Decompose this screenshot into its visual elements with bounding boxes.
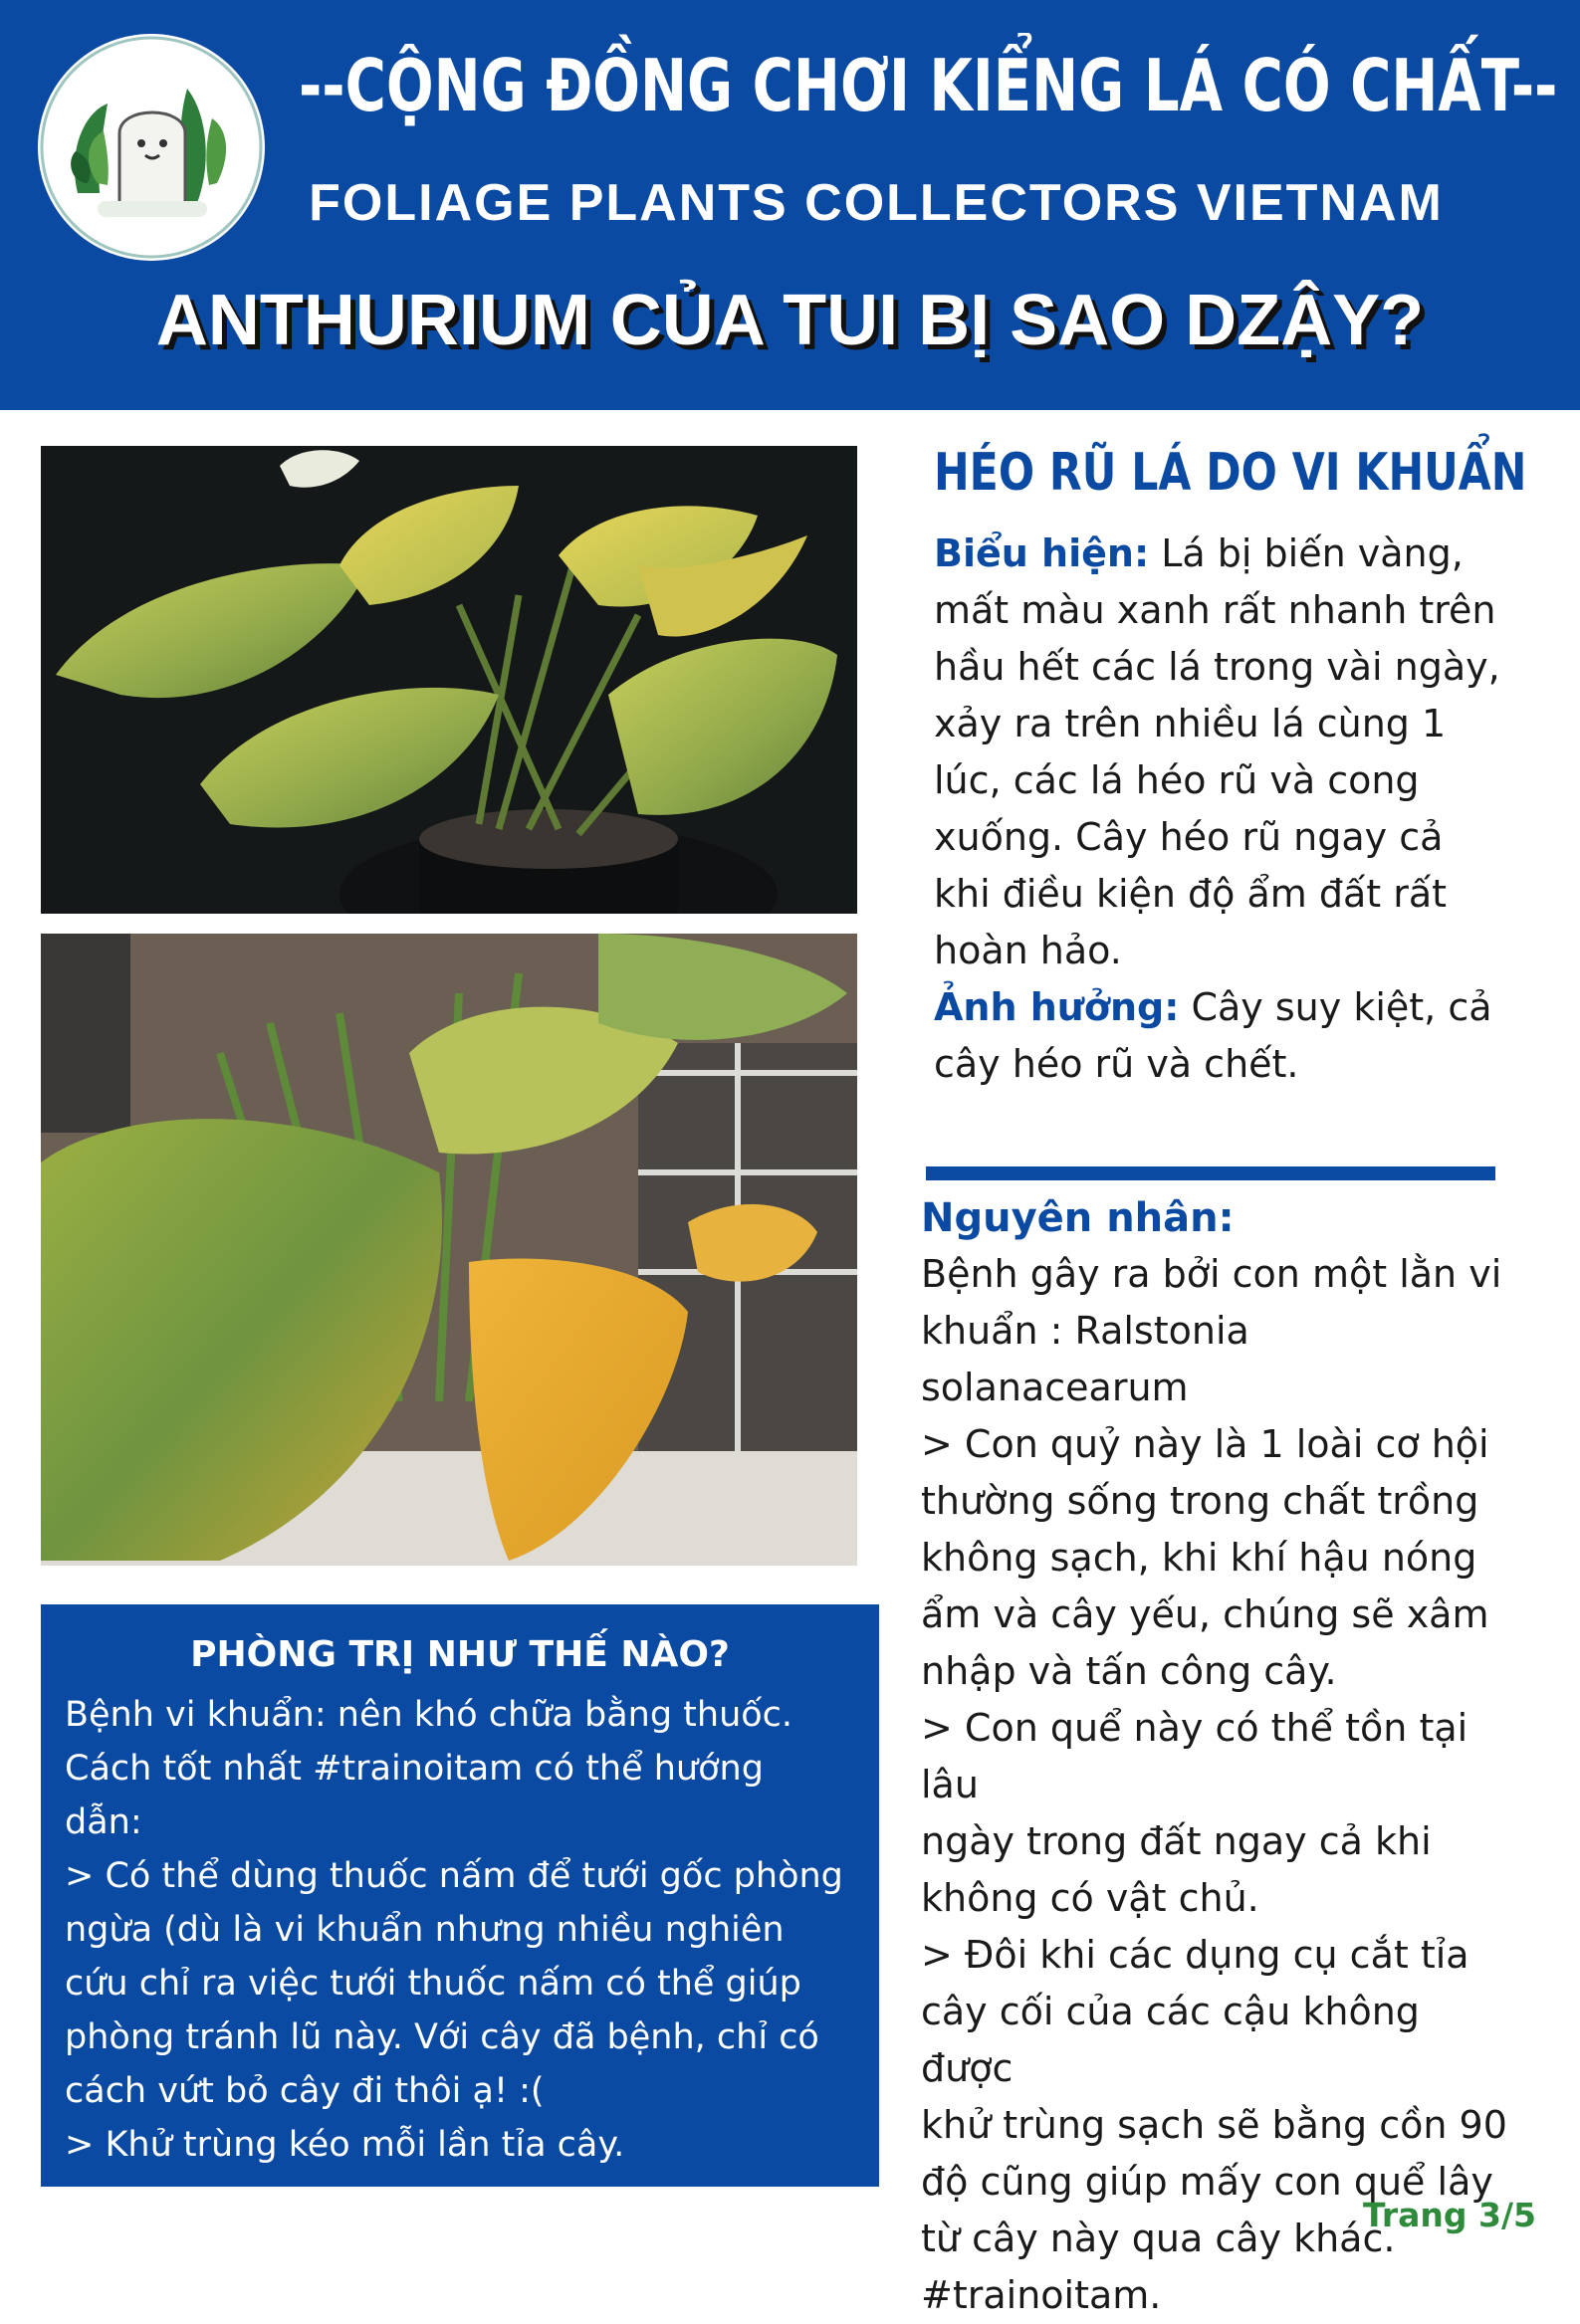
symptom-label: Biểu hiện: bbox=[934, 531, 1150, 575]
page-number: Trang 3/5 bbox=[1362, 2196, 1536, 2234]
effect-line: cây héo rũ và chết. bbox=[934, 1042, 1299, 1086]
treatment-title: PHÒNG TRỊ NHƯ THẾ NÀO? bbox=[190, 1634, 730, 1675]
cause-title: Nguyên nhân: bbox=[921, 1195, 1235, 1241]
treatment-line: Cách tốt nhất #trainoitam có thể hướng bbox=[65, 1749, 764, 1789]
cause-line: không sạch, khi khí hậu nóng bbox=[921, 1536, 1477, 1580]
cause-line: nhập và tấn công cây. bbox=[921, 1649, 1337, 1693]
treatment-paragraph bbox=[65, 1688, 861, 2172]
cause-line: độ cũng giúp mấy con quể lây bbox=[921, 2160, 1493, 2204]
cause-line: ẩm và cây yếu, chúng sẽ xâm bbox=[921, 1592, 1489, 1636]
symptom-line: hoàn hảo. bbox=[934, 929, 1122, 972]
page-headline: ANTHURIUM CỦA TUI BỊ SAO DZẬY? bbox=[155, 281, 1425, 360]
treatment-line: > Có thể dùng thuốc nấm để tưới gốc phòng bbox=[65, 1856, 843, 1896]
cause-paragraph bbox=[921, 1246, 1518, 2324]
anthurium-photo-dark bbox=[41, 446, 857, 914]
logo-plant-icon bbox=[38, 34, 265, 261]
symptom-line: xảy ra trên nhiều lá cùng 1 bbox=[934, 702, 1447, 745]
community-subtitle: FOLIAGE PLANTS COLLECTORS VIETNAM bbox=[309, 174, 1444, 232]
treatment-line: cách vứt bỏ cây đi thôi ạ! :( bbox=[65, 2071, 545, 2111]
cause-line: từ cây này qua cây khác. bbox=[921, 2217, 1396, 2260]
effect-paragraph bbox=[934, 979, 1531, 1093]
cause-line: không có vật chủ. bbox=[921, 1876, 1259, 1920]
effect-label: Ảnh hưởng: bbox=[934, 985, 1180, 1029]
anthurium-photo-window bbox=[41, 934, 857, 1566]
treatment-line: > Khử trùng kéo mỗi lần tỉa cây. bbox=[65, 2125, 625, 2165]
cause-line: cây cối của các cậu không được bbox=[921, 1990, 1420, 2090]
cause-line: > Đôi khi các dụng cụ cắt tỉa bbox=[921, 1933, 1469, 1977]
treatment-line: dẫn: bbox=[65, 1802, 142, 1842]
logo bbox=[38, 34, 265, 261]
cause-line: thường sống trong chất trồng bbox=[921, 1479, 1479, 1523]
cause-line: khuẩn : Ralstonia solanacearum bbox=[921, 1309, 1249, 1409]
treatment-line: cứu chỉ ra việc tưới thuốc nấm có thể giúp bbox=[65, 1964, 801, 2004]
cause-line: Bệnh gây ra bởi con một lằn vi bbox=[921, 1252, 1502, 1296]
effect-line: Cây suy kiệt, cả bbox=[1179, 985, 1492, 1029]
treatment-line: ngừa (dù là vi khuẩn nhưng nhiều nghiên bbox=[65, 1910, 785, 1950]
symptom-line: hầu hết các lá trong vài ngày, bbox=[934, 645, 1500, 689]
treatment-box bbox=[41, 1604, 879, 2187]
treatment-line: Bệnh vi khuẩn: nên khó chữa bằng thuốc. bbox=[65, 1695, 793, 1735]
cause-line: #trainoitam. bbox=[921, 2273, 1162, 2317]
cause-line: > Con quể này có thể tồn tại lâu bbox=[921, 1706, 1468, 1806]
treatment-line: phòng tránh lũ này. Với cây đã bệnh, chỉ có bbox=[65, 2017, 819, 2057]
symptom-line: lúc, các lá héo rũ và cong bbox=[934, 758, 1420, 802]
header-banner bbox=[0, 0, 1580, 410]
symptom-line: xuống. Cây héo rũ ngay cả bbox=[934, 815, 1444, 859]
symptom-line: khi điều kiện độ ẩm đất rất bbox=[934, 872, 1448, 916]
cause-line: > Con quỷ này là 1 loài cơ hội bbox=[921, 1422, 1489, 1466]
disease-title: HÉO RŨ LÁ DO VI KHUẨN bbox=[934, 443, 1527, 503]
cause-line: khử trùng sạch sẽ bằng cồn 90 bbox=[921, 2103, 1507, 2147]
symptom-line: mất màu xanh rất nhanh trên bbox=[934, 588, 1496, 632]
section-divider bbox=[926, 1166, 1495, 1180]
symptom-paragraph bbox=[934, 526, 1531, 979]
cause-line: ngày trong đất ngay cả khi bbox=[921, 1819, 1432, 1863]
symptom-line: Lá bị biến vàng, bbox=[1149, 531, 1464, 575]
community-title: --CỘNG ĐỒNG CHƠI KIỂNG LÁ CÓ CHẤT-- bbox=[299, 44, 1558, 127]
